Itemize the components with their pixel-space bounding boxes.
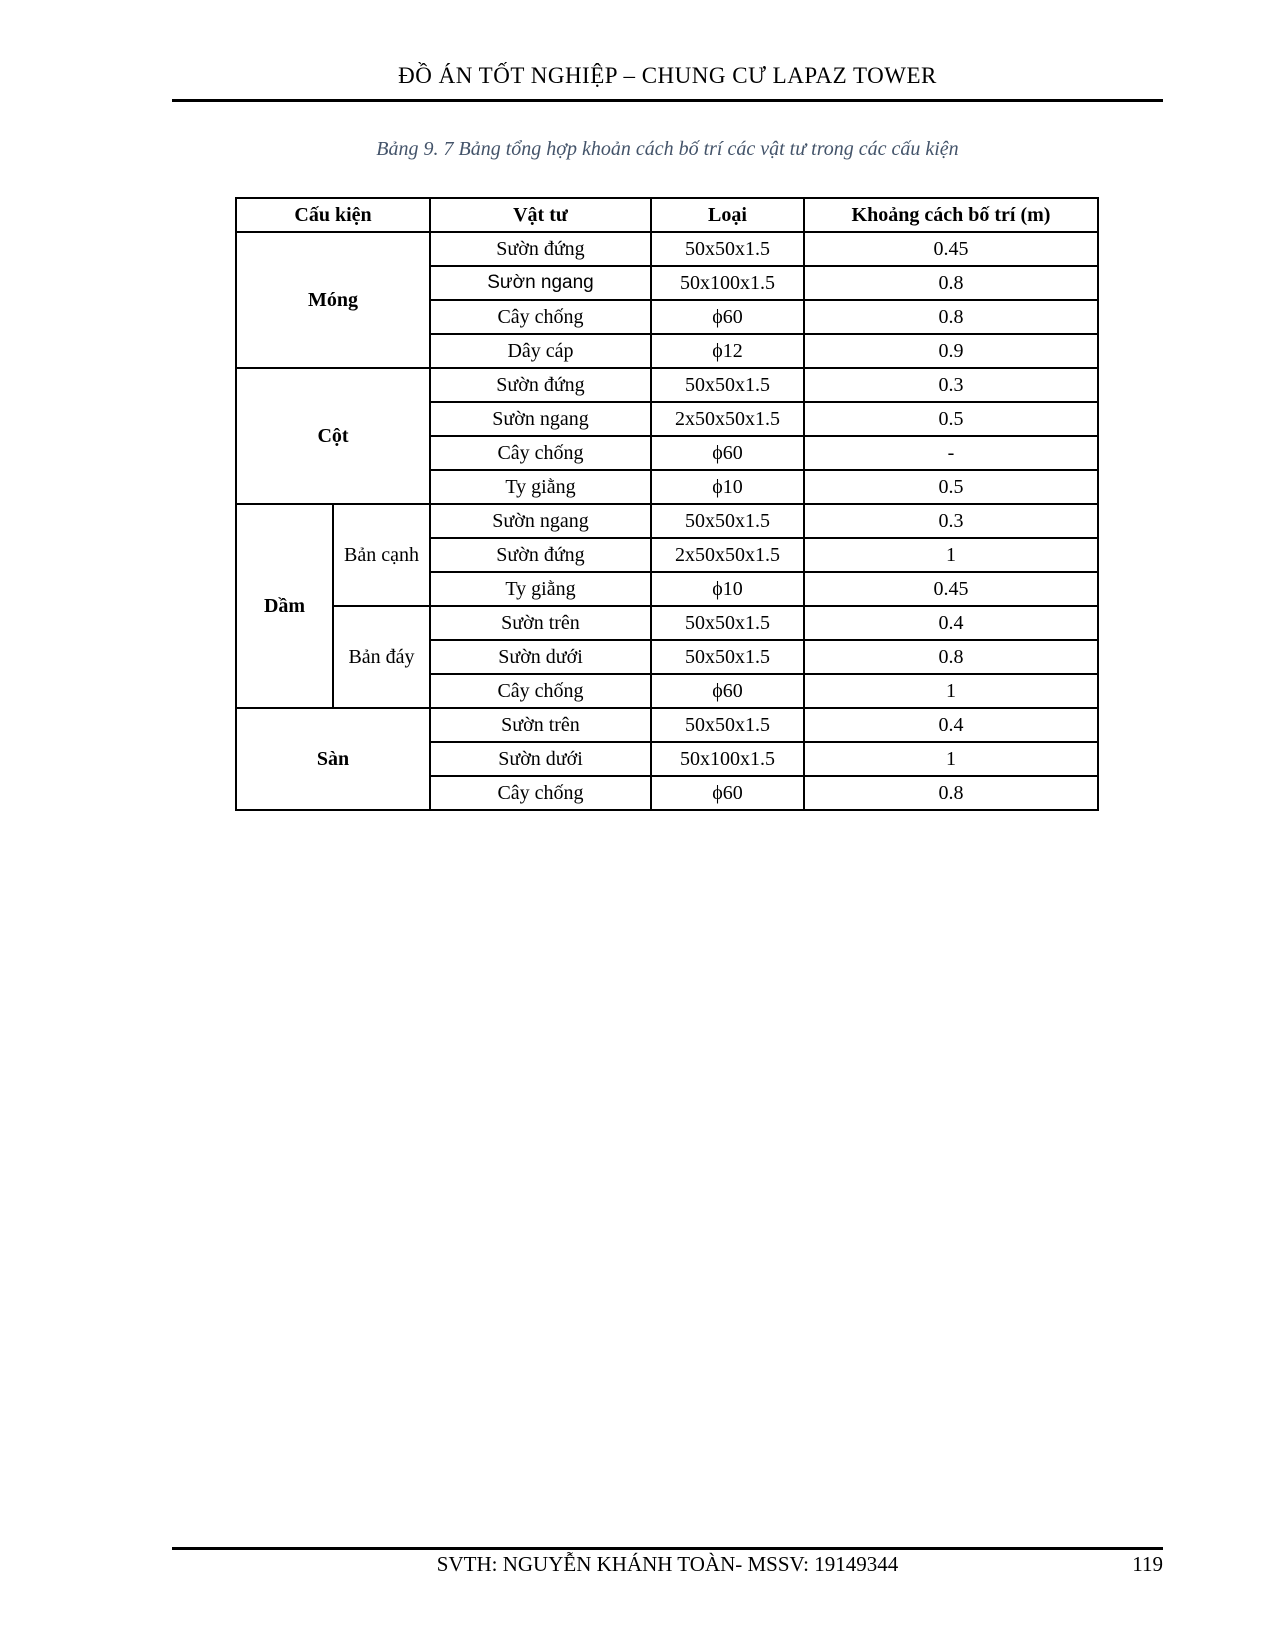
cell-vat-tu: Cây chống	[430, 674, 651, 708]
cell-khoang-cach: 0.8	[804, 640, 1098, 674]
cell-loai: ϕ12	[651, 334, 804, 368]
cell-loai: 50x50x1.5	[651, 606, 804, 640]
cell-loai: ϕ10	[651, 470, 804, 504]
cell-vat-tu: Dây cáp	[430, 334, 651, 368]
cell-khoang-cach: 0.8	[804, 300, 1098, 334]
cell-khoang-cach: 1	[804, 538, 1098, 572]
table-row	[236, 368, 1098, 402]
group-label-cot: Cột	[236, 368, 430, 504]
cell-vat-tu: Ty giằng	[430, 572, 651, 606]
cell-khoang-cach: 0.8	[804, 266, 1098, 300]
page-header-title: ĐỒ ÁN TỐT NGHIỆP – CHUNG CƯ LAPAZ TOWER	[398, 63, 937, 88]
cell-khoang-cach: 0.3	[804, 504, 1098, 538]
cell-vat-tu: Sườn đứng	[430, 538, 651, 572]
cell-loai: 50x50x1.5	[651, 708, 804, 742]
cell-loai: ϕ10	[651, 572, 804, 606]
table-row	[236, 708, 1098, 742]
cell-khoang-cach: 1	[804, 674, 1098, 708]
table-row	[236, 232, 1098, 266]
header-loai: Loại	[651, 198, 804, 232]
cell-vat-tu: Sườn ngang	[430, 402, 651, 436]
cell-khoang-cach: 0.3	[804, 368, 1098, 402]
cell-loai: ϕ60	[651, 674, 804, 708]
cell-vat-tu: Cây chống	[430, 300, 651, 334]
table-header-row	[236, 198, 1098, 232]
table-row	[236, 606, 1098, 640]
table-row	[236, 504, 1098, 538]
subgroup-label-ban-canh: Bản cạnh	[333, 504, 430, 606]
materials-spacing-table	[235, 197, 1099, 811]
footer-author-text: SVTH: NGUYỄN KHÁNH TOÀN- MSSV: 19149344	[436, 1552, 899, 1576]
cell-loai: 2x50x50x1.5	[651, 402, 804, 436]
cell-vat-tu: Cây chống	[430, 776, 651, 810]
cell-vat-tu: Sườn đứng	[430, 232, 651, 266]
subgroup-label-ban-day: Bản đáy	[333, 606, 430, 708]
cell-loai: 50x50x1.5	[651, 504, 804, 538]
cell-khoang-cach: 0.45	[804, 572, 1098, 606]
group-label-san: Sàn	[236, 708, 430, 810]
cell-vat-tu: Sườn đứng	[430, 368, 651, 402]
cell-loai: 50x50x1.5	[651, 640, 804, 674]
cell-khoang-cach: 1	[804, 742, 1098, 776]
cell-vat-tu: Cây chống	[430, 436, 651, 470]
cell-khoang-cach: 0.8	[804, 776, 1098, 810]
cell-loai: 50x50x1.5	[651, 368, 804, 402]
cell-vat-tu: Sườn trên	[430, 708, 651, 742]
cell-vat-tu: Ty giằng	[430, 470, 651, 504]
cell-loai: 50x50x1.5	[651, 232, 804, 266]
group-label-mong: Móng	[236, 232, 430, 368]
cell-vat-tu: Sườn trên	[430, 606, 651, 640]
footer-rule	[172, 1547, 1163, 1550]
cell-khoang-cach: 0.9	[804, 334, 1098, 368]
header-vat-tu: Vật tư	[430, 198, 651, 232]
page-number: 119	[1132, 1552, 1163, 1576]
cell-loai: ϕ60	[651, 776, 804, 810]
header-rule	[172, 99, 1163, 102]
cell-vat-tu: Sườn dưới	[430, 742, 651, 776]
header-cau-kien: Cấu kiện	[236, 198, 430, 232]
table-caption: Bảng 9. 7 Bảng tổng hợp khoản cách bố trí các vật tư trong các cấu kiện	[376, 138, 959, 160]
cell-vat-tu: Sườn dưới	[430, 640, 651, 674]
cell-khoang-cach: 0.5	[804, 470, 1098, 504]
cell-loai: 2x50x50x1.5	[651, 538, 804, 572]
cell-loai: 50x100x1.5	[651, 266, 804, 300]
cell-khoang-cach: 0.4	[804, 606, 1098, 640]
header-khoang-cach: Khoảng cách bố trí (m)	[804, 198, 1098, 232]
cell-loai: ϕ60	[651, 436, 804, 470]
page-footer	[172, 1552, 1163, 1577]
cell-loai: ϕ60	[651, 300, 804, 334]
group-label-dam: Dầm	[236, 504, 333, 708]
cell-vat-tu: Sườn ngang	[430, 266, 651, 300]
cell-vat-tu: Sườn ngang	[430, 504, 651, 538]
cell-khoang-cach: 0.45	[804, 232, 1098, 266]
cell-khoang-cach: 0.4	[804, 708, 1098, 742]
cell-khoang-cach: 0.5	[804, 402, 1098, 436]
cell-loai: 50x100x1.5	[651, 742, 804, 776]
cell-khoang-cach: -	[804, 436, 1098, 470]
